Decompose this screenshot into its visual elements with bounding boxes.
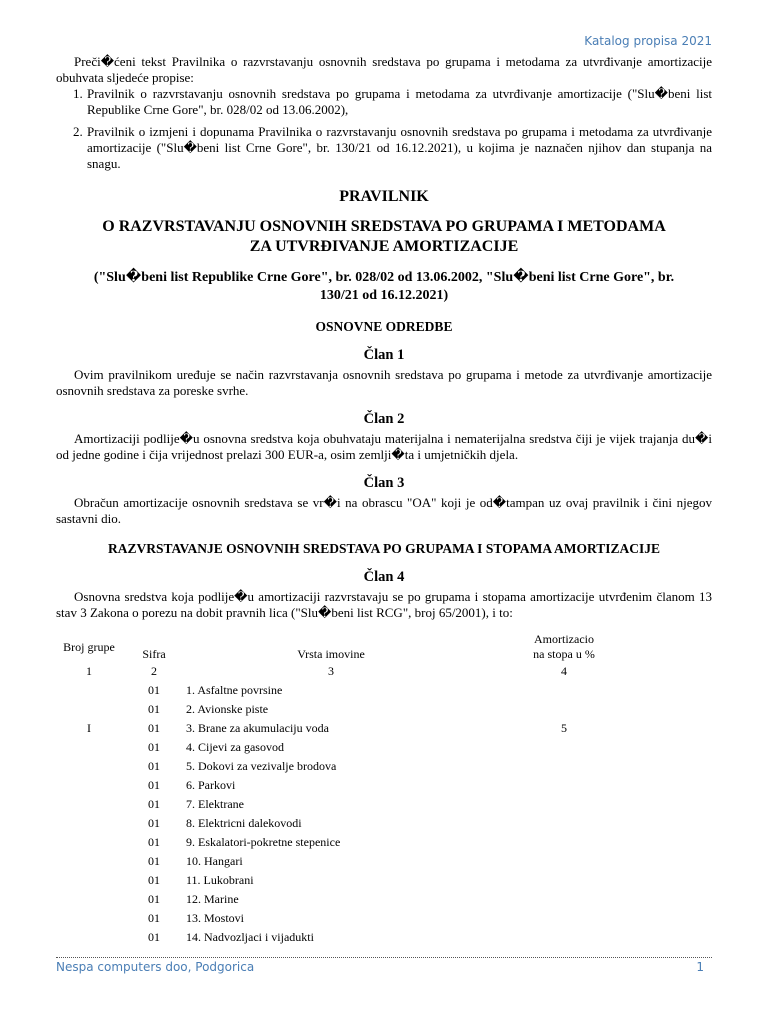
cell-code: 01 (148, 816, 160, 830)
table-colnum-row: 1 2 3 4 (86, 664, 567, 678)
cell-group (56, 928, 122, 947)
article-text: Ovim pravilnikom uređuje se način razvrstavanja osnovnih sredstava po grupama i metode za utvrđivanje amortizacije osnovnih sredstava za poreske svrhe. (56, 367, 712, 398)
document-body (56, 54, 712, 621)
cell-code: 01 (148, 778, 160, 792)
table-row (56, 852, 652, 871)
cell-group (56, 700, 122, 719)
article-text: Osnovna sredstva koja podlije�u amortizaciji razvrstavaju se po grupama i stopama amortizacije utvrđenim članom 13 stav 3 Zakona o porezu na dobit pravnih lica ("Slu�beni list RCG", broj 65/2001), i to: (56, 589, 712, 620)
source-list (56, 86, 712, 172)
table-row (56, 776, 652, 795)
article-heading: Član 4 (363, 569, 405, 585)
cell-rate: 5 (561, 721, 567, 735)
source-item: 1. Pravilnik o razvrstavanju osnovnih sredstava po grupama i metodama za utvrđivanje amortizacije ("Slu�beni list Republike Crne Gore", br. 028/02 od 13.06.2002), (73, 86, 712, 117)
cell-group (56, 757, 122, 776)
article-heading: Član 3 (363, 475, 405, 491)
intro-paragraph: Preči�ćeni tekst Pravilnika o razvrstavanju osnovnih sredstava po grupama i metodama za utvrđivanje amortizacije obuhvata sljedeće propise: (56, 54, 712, 85)
cell-group (56, 852, 122, 871)
header-type: Vrsta imovine (297, 647, 365, 661)
cell-type: 1. Asfaltne povrsine (186, 683, 283, 697)
article-heading: Član 1 (363, 347, 405, 363)
table-row (56, 833, 652, 852)
cell-group (56, 795, 122, 814)
page-number: 1 (696, 960, 704, 974)
cell-type: 9. Eskalatori-pokretne stepenice (186, 835, 341, 849)
cell-code: 01 (148, 911, 160, 925)
cell-group (56, 909, 122, 928)
table-row (56, 700, 652, 719)
cell-type: 4. Cijevi za gasovod (186, 740, 284, 754)
cell-type: 5. Dokovi za vezivalje brodova (186, 759, 337, 773)
table-row (56, 738, 652, 757)
cell-group (56, 814, 122, 833)
cell-code: 01 (148, 683, 160, 697)
cell-code: 01 (148, 930, 160, 944)
cell-rate (476, 738, 652, 757)
cell-type: 8. Elektricni dalekovodi (186, 816, 302, 830)
cell-type: 13. Mostovi (186, 911, 245, 925)
section-heading-basic: OSNOVNE ODREDBE (315, 319, 453, 334)
cell-type: 11. Lukobrani (186, 873, 254, 887)
cell-rate (476, 928, 652, 947)
cell-code: 01 (148, 873, 160, 887)
header-rate: Amortizacio na stopa u % (533, 632, 595, 661)
article-heading: Član 2 (363, 411, 405, 427)
cell-rate (476, 814, 652, 833)
table-row (56, 757, 652, 776)
article-text: Obračun amortizacije osnovnih sredstava se vr�i na obrascu "OA" koji je od�tampan uz ovaj pravilnik i čini njegov sastavni dio. (56, 495, 712, 526)
table-body (56, 681, 652, 947)
cell-rate (476, 757, 652, 776)
cell-group (56, 738, 122, 757)
table-row (56, 681, 652, 700)
cell-group (56, 871, 122, 890)
section-heading-classification: RAZVRSTAVANJE OSNOVNIH SREDSTAVA PO GRUPAMA I STOPAMA AMORTIZACIJE (107, 541, 660, 556)
cell-rate (476, 909, 652, 928)
cell-group (56, 776, 122, 795)
cell-type: 3. Brane za akumulaciju voda (186, 721, 329, 735)
cell-type: 2. Avionske piste (186, 702, 269, 716)
table-row (56, 909, 652, 928)
cell-code: 01 (148, 892, 160, 906)
header-group: Broj grupe (63, 639, 115, 654)
cell-type: 10. Hangari (186, 854, 243, 868)
cell-code: 01 (148, 721, 160, 735)
cell-rate (476, 871, 652, 890)
cell-code: 01 (148, 854, 160, 868)
cell-group (56, 890, 122, 909)
cell-rate (476, 681, 652, 700)
cell-code: 01 (148, 740, 160, 754)
document-title: PRAVILNIK (339, 188, 429, 205)
asset-group-table (56, 632, 652, 947)
cell-rate (476, 890, 652, 909)
article-text: Amortizaciji podlije�u osnovna sredstva koja obuhvataju materijalna i nematerijalna sredstva čiji je vijek trajanja du�i od jedne godine i čija vrijednost prelazi 300 EUR-a, osim zemlji�ta i umjetničkih djela. (56, 431, 712, 462)
cell-group (56, 833, 122, 852)
cell-group: I (87, 721, 91, 735)
catalog-header: Katalog propisa 2021 (584, 34, 712, 48)
cell-type: 7. Elektrane (186, 797, 244, 811)
cell-rate (476, 852, 652, 871)
cell-code: 01 (148, 835, 160, 849)
table-row (56, 871, 652, 890)
table-row (56, 890, 652, 909)
cell-rate (476, 795, 652, 814)
header-code: Sifra (142, 647, 166, 661)
cell-rate (476, 776, 652, 795)
cell-code: 01 (148, 702, 160, 716)
cell-code: 01 (148, 797, 160, 811)
table-row (56, 719, 652, 738)
cell-type: 14. Nadvozljaci i vijadukti (186, 930, 314, 944)
cell-group (56, 681, 122, 700)
source-item: 2. Pravilnik o izmjeni i dopunama Pravilnika o razvrstavanju osnovnih sredstava po grupama i metodama za utvrđivanje amortizacije ("Slu�beni list Crne Gore", br. 130/21 od 16.12.2021), u kojima je naznačen njihov dan stupanja na snagu. (73, 124, 712, 171)
gazette-reference: ("Slu�beni list Republike Crne Gore", br. 028/02 od 13.06.2002, "Slu�beni list Crne Gore", br. 130/21 od 16.12.2021) (93, 270, 675, 303)
footer-company: Nespa computers doo, Podgorica (56, 960, 255, 974)
cell-code: 01 (148, 759, 160, 773)
cell-rate (476, 833, 652, 852)
table-row (56, 795, 652, 814)
cell-type: 6. Parkovi (186, 778, 236, 792)
cell-type: 12. Marine (186, 892, 239, 906)
table-header-row (56, 632, 652, 662)
cell-rate (476, 700, 652, 719)
document-subtitle: O RAZVRSTAVANJU OSNOVNIH SREDSTAVA PO GRUPAMA I METODAMA ZA UTVRĐIVANJE AMORTIZACIJE (102, 218, 666, 255)
footer-divider (56, 957, 712, 958)
table-row (56, 814, 652, 833)
table-row (56, 928, 652, 947)
